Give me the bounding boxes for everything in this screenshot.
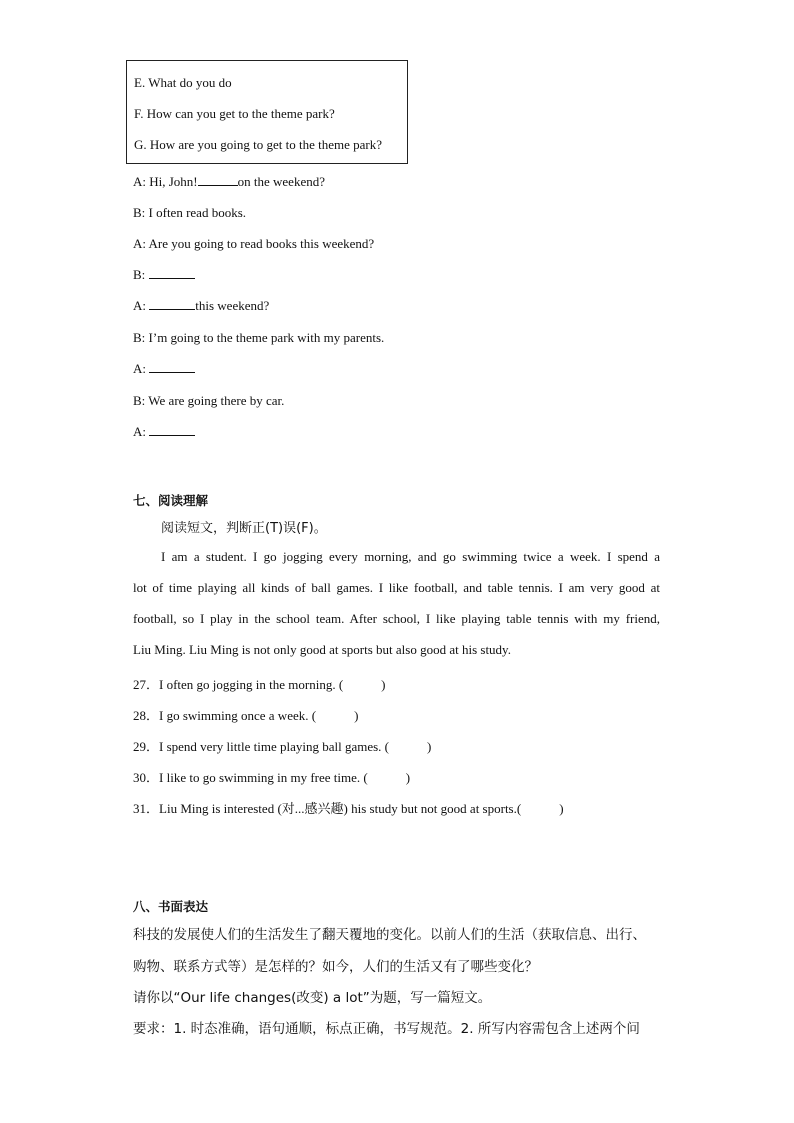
answer-blank[interactable] — [149, 309, 195, 310]
passage-line-3: football, so I play in the school team. After school, I like playing table tennis with my friend, — [133, 611, 660, 626]
writing-prompt-line-1: 科技的发展使人们的生活发生了翻天覆地的变化。以前人们的生活（获取信息、出行、 — [133, 927, 646, 943]
answer-blank[interactable] — [149, 372, 195, 373]
dialogue-text: B: I’m going to the theme park with my parents. — [133, 330, 385, 345]
question-30 — [133, 767, 410, 786]
dialogue-text: on the weekend? — [237, 174, 325, 189]
question-text: I often go jogging in the morning. ( — [159, 677, 344, 692]
dialogue-line-6 — [133, 330, 384, 346]
dialogue-line-1 — [133, 174, 325, 190]
dialogue-text: B: I often read books. — [133, 205, 247, 220]
dialogue-line-8 — [133, 393, 284, 409]
dialogue-text: A: Are you going to read books this weekend? — [133, 236, 375, 251]
writing-prompt-line-3: 请你以“Our life changes(改变) a lot”为题，写一篇短文。 — [133, 990, 492, 1006]
dialogue-text: B: We are going there by car. — [133, 393, 285, 408]
dialogue-line-5 — [133, 298, 269, 314]
dialogue-line-4 — [133, 267, 195, 283]
paren-close: ) — [405, 770, 411, 785]
answer-blank[interactable] — [198, 185, 238, 186]
option-f: F. How can you get to the theme park? — [134, 106, 335, 121]
question-27 — [133, 674, 386, 693]
question-number: 27． — [133, 677, 160, 692]
paren-close: ) — [381, 677, 386, 692]
dialogue-text: A: — [133, 361, 150, 376]
question-number: 29． — [133, 739, 160, 754]
question-29 — [133, 736, 431, 755]
writing-prompt-line-2: 购物、联系方式等）是怎样的？如今，人们的生活又有了哪些变化？ — [133, 959, 538, 975]
question-text: I like to go swimming in my free time. ( — [159, 770, 368, 785]
question-number: 31． — [133, 801, 160, 816]
paren-close: ) — [427, 739, 432, 754]
section-7-instruction: 阅读短文，判断正(T)误(F)。 — [161, 521, 327, 536]
dialogue-line-2 — [133, 205, 246, 221]
question-number: 28． — [133, 708, 160, 723]
option-g: G. How are you going to get to the theme park? — [134, 137, 383, 152]
question-31 — [133, 798, 564, 817]
paren-close: ) — [354, 708, 359, 723]
passage-line-1: I am a student. I go jogging every morning, and go swimming twice a week. I spend a — [161, 549, 660, 564]
dialogue-text: A: — [133, 424, 150, 439]
options-box — [126, 60, 408, 164]
passage-line-2: lot of time playing all kinds of ball games. I like football, and table tennis. I am very good at — [133, 580, 660, 595]
section-7-heading: 七、阅读理解 — [133, 493, 209, 508]
question-number: 30． — [133, 770, 160, 785]
dialogue-line-7 — [133, 361, 195, 377]
question-text: I spend very little time playing ball games. ( — [159, 739, 389, 754]
dialogue-text: A: — [133, 298, 150, 313]
passage-line-4: Liu Ming. Liu Ming is not only good at sports but also good at his study. — [133, 642, 511, 657]
question-28 — [133, 705, 358, 724]
question-text: Liu Ming is interested (对...感兴趣) his study but not good at sports.( — [159, 801, 522, 816]
dialogue-text: this weekend? — [195, 298, 270, 313]
answer-blank[interactable] — [149, 435, 195, 436]
option-e: E. What do you do — [134, 75, 232, 90]
dialogue-line-9 — [133, 424, 195, 440]
section-8-heading: 八、书面表达 — [133, 899, 209, 914]
dialogue-line-3 — [133, 236, 374, 252]
dialogue-text: B: — [133, 267, 149, 282]
paren-close: ) — [559, 801, 564, 816]
writing-prompt-line-4: 要求：1. 时态准确，语句通顺，标点正确，书写规范。2. 所写内容需包含上述两个问 — [133, 1021, 640, 1037]
answer-blank[interactable] — [149, 278, 195, 279]
question-text: I go swimming once a week. ( — [159, 708, 317, 723]
dialogue-text: A: Hi, John! — [133, 174, 198, 189]
